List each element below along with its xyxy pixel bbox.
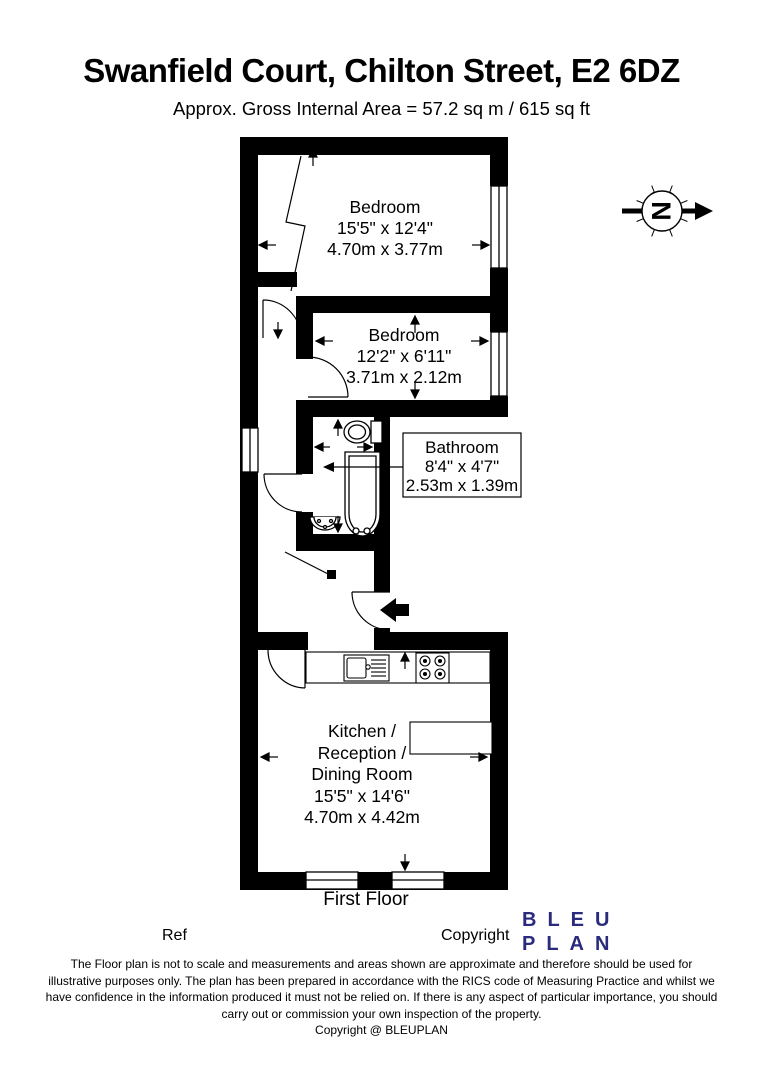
kitchen-imperial: 15'5" x 14'6" [314,786,410,806]
bifold-door-bedroom1 [286,156,305,291]
toilet [344,421,382,443]
disclaimer-line: carry out or commission your own inspection of the property. [221,1006,542,1021]
wall-bath-left-upper [296,417,313,474]
wall-left [240,137,258,890]
wall-right-kitchen [490,632,508,872]
wall-bath-bottom [296,534,390,551]
stove [416,653,449,683]
bedroom2-name: Bedroom [368,325,440,345]
disclaimer-line: illustrative purposes only. The plan has been prepared in accordance with the RICS code of Measuring Practice and whilst we [48,973,715,988]
kitchen-name-3: Dining Room [311,764,413,784]
tick-left-kitchen [261,753,278,761]
wall-kitchen-top-right [382,632,508,650]
bedroom1-name: Bedroom [349,197,421,217]
kitchen-unit-right [410,722,492,754]
wall-right-b [490,268,508,332]
window-bedroom2-right [491,332,507,396]
bathroom-metric: 2.53m x 1.39m [405,476,519,495]
wall-bed2-left [296,313,313,359]
kitchen-metric: 4.70m x 4.42m [304,807,420,827]
bathtub [345,452,380,536]
tick-right-bedroom1 [472,241,489,249]
wall-bed-divider [296,296,492,313]
tick-left-bathroom [315,443,330,451]
window-kitchen-bottom-right [392,872,444,889]
wall-bed1-stub [258,272,297,287]
tick-left-bedroom1 [259,241,276,249]
disclaimer-line: The Floor plan is not to scale and measurements and areas shown are approximate and therefore should be used for [70,957,693,971]
tick-right-bedroom2 [471,337,488,345]
tick-right-bathroom [357,443,372,451]
bedroom2-metric: 3.71m x 2.12m [346,367,462,387]
kitchen-name-1: Kitchen / [327,721,397,741]
kitchen-counter [306,652,490,683]
tick-up-bathroom [334,420,342,436]
bathroom-leader-arrow [323,462,334,472]
tick-down-hallway [274,322,282,338]
wall-entry-stub-upper [374,551,390,592]
wall-kitchen-top-left [240,632,308,650]
wall-top [240,137,508,155]
door-kitchen [268,650,305,688]
window-bedroom1-right [491,186,507,268]
window-hall-left [242,428,258,472]
logo-line-1: BLEU [522,909,621,931]
kitchen-sink [344,655,389,681]
door-vestibule-diagonal [285,552,336,579]
bathroom-imperial: 8'4" x 4'7" [424,457,500,476]
bedroom1-metric: 4.70m x 3.77m [327,239,443,259]
bleuplan-logo [522,908,620,956]
compass-letter: N [646,201,676,221]
copyright-line: Copyright @ BLEUPLAN [315,1023,448,1037]
ref-label: Ref [162,927,187,944]
north-arrowhead [695,202,713,220]
bedroom1-imperial: 15'5" x 12'4" [337,218,433,238]
window-kitchen-bottom-left [306,872,358,889]
door-bedroom2 [308,357,348,397]
kitchen-name-2: Reception / [317,743,407,763]
compass [622,186,713,237]
bathroom-name: Bathroom [425,438,499,457]
wall-bed2-bottom [296,400,508,417]
floor-label: First Floor [323,889,409,910]
bedroom2-imperial: 12'2" x 6'11" [356,346,452,366]
door-bathroom [264,474,302,512]
page-subtitle: Approx. Gross Internal Area = 57.2 sq m / 615 sq ft [173,98,590,119]
disclaimer [0,956,763,1039]
door-bedroom1 [263,300,301,338]
logo-line-2: PLAN [522,933,621,955]
disclaimer-line: have confidence in the information produced it must not be relied on. If there is any aspect of particular importance, you should [45,990,718,1004]
wall-right-a [490,155,508,186]
tick-down-kitchen [401,854,409,870]
entrance-arrow [380,598,409,622]
copyright-label: Copyright [441,927,510,944]
wall-bath-left-lower [296,512,313,536]
tick-left-bedroom2 [316,337,333,345]
page-title: Swanfield Court, Chilton Street, E2 6DZ [83,52,680,89]
wall-bottom [240,872,508,890]
